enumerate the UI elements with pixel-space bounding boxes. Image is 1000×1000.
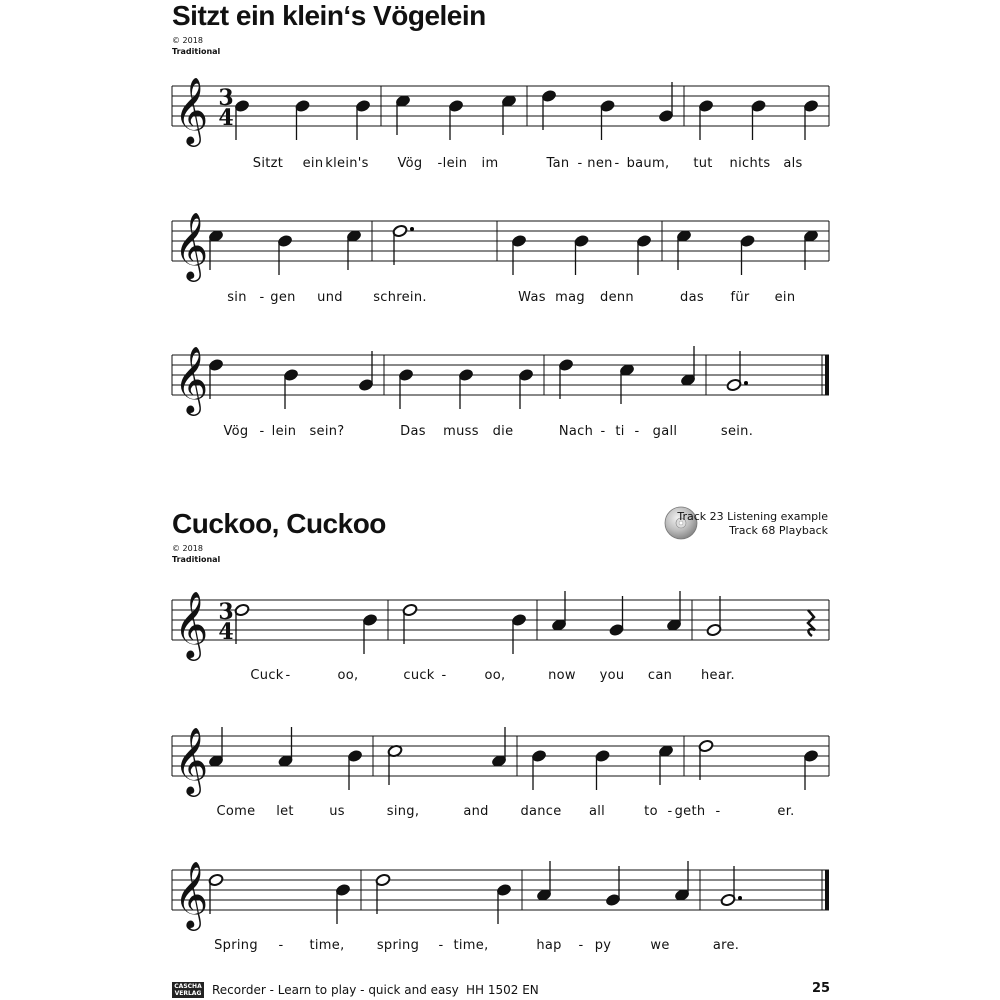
lyric-syllable: als (783, 156, 803, 171)
lyric-syllable: Vög (223, 424, 249, 439)
lyric-syllable: - (614, 156, 620, 171)
catalog-number: HH 1502 EN (466, 983, 539, 997)
composer: Traditional (172, 47, 221, 56)
logo-line: VERLAG (174, 990, 202, 997)
lyric-syllable: py (594, 938, 612, 953)
lyric-syllable: - (600, 424, 606, 439)
lyric-syllable: hap (536, 938, 562, 953)
time-signature-top: 3 (218, 85, 234, 111)
lyric-syllable: - (278, 938, 284, 953)
lyric-syllable: Was (518, 290, 546, 305)
lyric-syllable: im (481, 156, 499, 171)
augmentation-dot (744, 381, 748, 385)
augmentation-dot (410, 227, 414, 231)
lyric-syllable: baum, (626, 156, 670, 171)
composer: Traditional (172, 555, 221, 564)
lyric-syllable: Nach (558, 424, 594, 439)
lyric-syllable: cuck (403, 668, 435, 683)
lyric-syllable: time, (453, 938, 489, 953)
copyright: © 2018 (172, 36, 203, 45)
lyric-syllable: - (715, 804, 721, 819)
final-barline (825, 870, 829, 910)
lyric-syllable: die (492, 424, 514, 439)
lyric-syllable: all (588, 804, 606, 819)
lyric-syllable: Tan (546, 156, 570, 171)
copyright: © 2018 (172, 544, 203, 553)
lyric-syllable: Vög (397, 156, 423, 171)
final-barline (825, 355, 829, 395)
lyric-syllable: oo, (484, 668, 506, 683)
lyric-syllable: - (437, 156, 443, 171)
lyric-syllable: - (438, 938, 444, 953)
lyric-syllable: tut (693, 156, 713, 171)
time-signature-bottom: 4 (218, 105, 234, 131)
lyric-syllable: für (730, 290, 750, 305)
lyric-syllable: and (463, 804, 489, 819)
lyric-syllable: - (285, 668, 291, 683)
time-signature-bottom: 4 (218, 619, 234, 645)
treble-clef-icon: 𝄞 (174, 726, 209, 794)
lyric-syllable: let (276, 804, 294, 819)
lyric-syllable: schrein. (373, 290, 427, 305)
lyric-syllable: spring (376, 938, 420, 953)
song-title: Sitzt ein klein‘s Vögelein (172, 0, 486, 31)
lyric-syllable: time, (309, 938, 345, 953)
lyric-syllable: - (259, 290, 265, 305)
lyric-syllable: can (647, 668, 673, 683)
treble-clef-icon: 𝄞 (174, 211, 209, 279)
lyric-syllable: now (548, 668, 576, 683)
lyric-syllable: denn (600, 290, 634, 305)
lyric-syllable: - (577, 156, 583, 171)
treble-clef-icon: 𝄞 (174, 345, 209, 413)
lyric-syllable: gall (652, 424, 678, 439)
lyric-syllable: klein's (325, 156, 369, 171)
lyric-syllable: you (599, 668, 625, 683)
page-number: 25 (812, 981, 831, 996)
lyric-syllable: hear. (701, 668, 735, 683)
lyric-syllable: Sitzt (252, 156, 284, 171)
time-signature-top: 3 (218, 599, 234, 625)
lyric-syllable: we (650, 938, 670, 953)
lyric-syllable: ein (302, 156, 324, 171)
lyric-syllable: lein (442, 156, 468, 171)
lyric-syllable: ti (615, 424, 625, 439)
lyric-syllable: - (441, 668, 447, 683)
logo-line: CASCHA (174, 983, 202, 990)
lyric-syllable: er. (777, 804, 795, 819)
lyric-syllable: gen (270, 290, 296, 305)
lyric-syllable: oo, (337, 668, 359, 683)
lyric-syllable: Come (216, 804, 256, 819)
treble-clef-icon: 𝄞 (174, 76, 209, 144)
lyric-syllable: Cuck (250, 668, 284, 683)
lyric-syllable: sing, (386, 804, 420, 819)
publisher-logo (172, 982, 204, 998)
augmentation-dot (738, 896, 742, 900)
lyric-syllable: to (644, 804, 658, 819)
lyric-syllable: lein (271, 424, 297, 439)
lyric-syllable: geth (674, 804, 706, 819)
lyric-syllable: mag (555, 290, 585, 305)
lyric-syllable: das (680, 290, 704, 305)
lyric-syllable: ein (774, 290, 796, 305)
lyric-syllable: - (578, 938, 584, 953)
lyric-syllable: muss (443, 424, 479, 439)
book-title: Recorder - Learn to play - quick and easy (212, 983, 459, 997)
lyric-syllable: - (634, 424, 640, 439)
lyric-syllable: nichts (729, 156, 771, 171)
track-listening: Track 23 Listening example (677, 510, 828, 523)
lyric-syllable: dance (520, 804, 562, 819)
lyric-syllable: us (329, 804, 345, 819)
lyric-syllable: nen (587, 156, 613, 171)
lyric-syllable: sin (227, 290, 247, 305)
treble-clef-icon: 𝄞 (174, 860, 209, 928)
quarter-rest (808, 610, 815, 636)
song-title: Cuckoo, Cuckoo (172, 508, 386, 539)
lyric-syllable: Das (400, 424, 426, 439)
lyric-syllable: sein. (720, 424, 754, 439)
lyric-syllable: are. (712, 938, 740, 953)
lyric-syllable: - (667, 804, 673, 819)
lyric-syllable: sein? (309, 424, 345, 439)
track-playback: Track 68 Playback (729, 524, 828, 537)
lyric-syllable: - (259, 424, 265, 439)
lyric-syllable: Spring (214, 938, 258, 953)
treble-clef-icon: 𝄞 (174, 590, 209, 658)
lyric-syllable: und (317, 290, 343, 305)
